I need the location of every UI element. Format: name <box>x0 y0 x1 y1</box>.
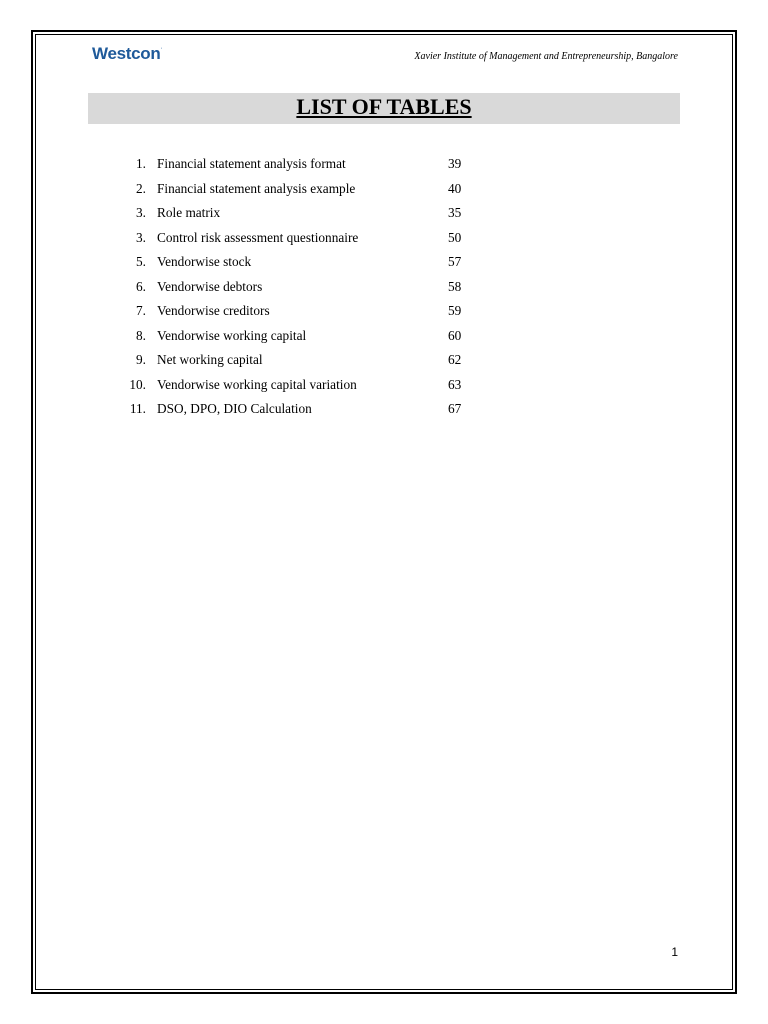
toc-row <box>100 348 500 373</box>
toc-row <box>100 226 500 251</box>
page-number: 1 <box>671 945 678 959</box>
toc-page-number: 40 <box>448 180 462 196</box>
toc-label: Vendorwise debtors <box>157 278 263 294</box>
westcon-logo <box>92 44 162 64</box>
toc-label: Role matrix <box>157 205 221 220</box>
toc-page-number: 67 <box>448 401 462 416</box>
toc-number: 2. <box>136 180 146 196</box>
page-title: LIST OF TABLES <box>296 94 472 119</box>
title-band <box>88 93 680 124</box>
toc-row <box>100 177 500 202</box>
toc-page-number: 50 <box>448 229 462 245</box>
logo-text: Westcon <box>92 44 161 63</box>
toc-row <box>100 397 500 422</box>
toc-label: Financial statement analysis example <box>157 180 356 196</box>
toc-number: 3. <box>136 229 146 245</box>
toc-page-number: 63 <box>448 376 462 392</box>
toc-number: 10. <box>129 376 146 392</box>
toc-page-number: 62 <box>448 352 462 367</box>
toc-label: Financial statement analysis format <box>157 156 346 171</box>
toc-label: Vendorwise working capital <box>157 327 307 343</box>
header-institute: Xavier Institute of Management and Entrepreneurship, Bangalore <box>414 51 678 62</box>
toc-number: 7. <box>136 303 146 318</box>
toc-label: Control risk assessment questionnaire <box>157 229 359 245</box>
toc-row <box>100 373 500 398</box>
toc-label: Vendorwise creditors <box>157 303 270 318</box>
toc-row <box>100 299 500 324</box>
toc-page-number: 58 <box>448 278 462 294</box>
toc-page-number: 57 <box>448 254 462 269</box>
toc-label: Vendorwise working capital variation <box>157 376 357 392</box>
toc-label: Net working capital <box>157 352 263 367</box>
toc-page-number: 39 <box>448 156 462 171</box>
toc-row <box>100 275 500 300</box>
toc-number: 5. <box>136 254 146 269</box>
toc-page-number: 59 <box>448 303 462 318</box>
toc-label: Vendorwise stock <box>157 254 252 269</box>
toc-page-number: 60 <box>448 327 462 343</box>
toc-number: 1. <box>136 156 146 171</box>
toc-number: 8. <box>136 327 146 343</box>
toc-label: DSO, DPO, DIO Calculation <box>157 401 312 416</box>
toc-row <box>100 201 500 226</box>
toc-row <box>100 152 500 177</box>
toc-number: 3. <box>136 205 146 220</box>
toc-number: 6. <box>136 278 146 294</box>
list-of-tables <box>100 152 500 422</box>
logo-mark: · <box>160 45 163 52</box>
toc-number: 11. <box>129 401 146 416</box>
toc-number: 9. <box>136 352 146 367</box>
toc-row <box>100 250 500 275</box>
toc-page-number: 35 <box>448 205 462 220</box>
toc-row <box>100 324 500 349</box>
